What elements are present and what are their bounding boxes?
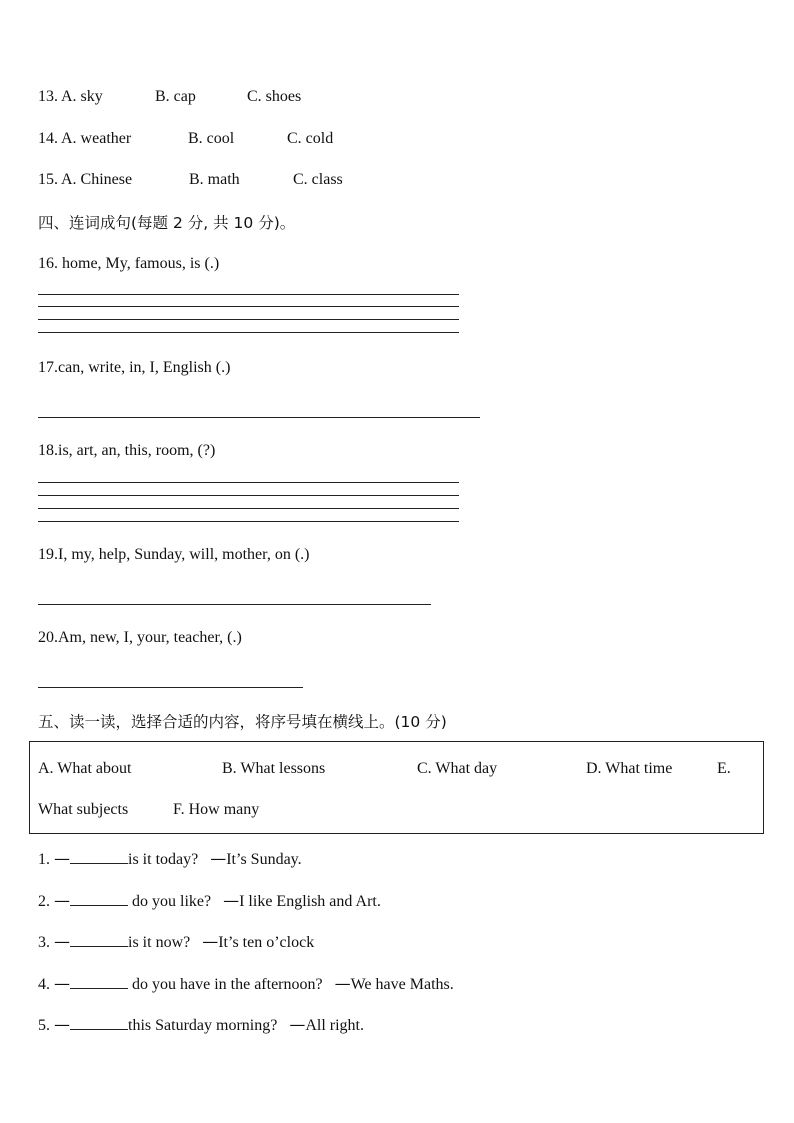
dialogue-answer: It’s Sunday.: [226, 851, 302, 868]
answer-line: [38, 319, 459, 320]
dash: —: [54, 932, 70, 951]
question-18: 18.is, art, an, this, room, (?): [38, 442, 216, 459]
option-a: A. weather: [61, 130, 132, 147]
answer-blank[interactable]: [70, 1015, 128, 1030]
option-b: B. math: [189, 171, 240, 188]
dash: —: [289, 1015, 306, 1034]
option-a: A. Chinese: [61, 171, 133, 188]
dialogue-question: this Saturday morning?: [128, 1017, 278, 1034]
question-number: 14.: [38, 130, 58, 147]
dash: —: [202, 932, 219, 951]
dash: —: [54, 974, 70, 993]
dialogue-question: is it today?: [128, 851, 199, 868]
section-4-title: 四、连词成句(每题 2 分, 共 10 分)。: [38, 214, 296, 232]
option-c: C. shoes: [247, 88, 302, 105]
question-number: 15.: [38, 171, 58, 188]
answer-line-19[interactable]: [38, 604, 431, 605]
dialogue-number: 5.: [38, 1017, 50, 1034]
options-box: [29, 741, 764, 834]
dash: —: [54, 891, 70, 910]
answer-line: [38, 482, 459, 483]
answer-line: [38, 521, 459, 522]
option-b: B. What lessons: [222, 760, 326, 777]
dialogue-2: [38, 891, 381, 911]
question-20: 20.Am, new, I, your, teacher, (.): [38, 629, 242, 646]
option-c: C. cold: [287, 130, 334, 147]
dialogue-number: 3.: [38, 934, 50, 951]
option-e-letter: E.: [717, 760, 731, 777]
answer-line: [38, 332, 459, 333]
dialogue-answer: I like English and Art.: [239, 893, 381, 910]
option-d: D. What time: [586, 760, 673, 777]
dash: —: [223, 891, 240, 910]
answer-line: [38, 294, 459, 295]
answer-blank[interactable]: [70, 891, 128, 906]
answer-blank[interactable]: [70, 932, 128, 947]
option-b: B. cap: [155, 88, 196, 105]
dialogue-4: [38, 974, 454, 994]
dialogue-3: [38, 932, 314, 952]
answer-line-17[interactable]: [38, 417, 480, 418]
dialogue-question: do you like?: [128, 893, 212, 910]
answer-line: [38, 508, 459, 509]
dialogue-5: [38, 1015, 364, 1035]
answer-blank[interactable]: [70, 974, 128, 989]
option-f: F. How many: [173, 801, 260, 818]
dash: —: [210, 849, 227, 868]
answer-line-20[interactable]: [38, 687, 303, 688]
dialogue-number: 2.: [38, 893, 50, 910]
dialogue-1: [38, 849, 302, 869]
question-19: 19.I, my, help, Sunday, will, mother, on (.): [38, 546, 310, 563]
question-16: 16. home, My, famous, is (.): [38, 255, 220, 272]
question-number: 13.: [38, 88, 58, 105]
option-c: C. class: [293, 171, 343, 188]
dialogue-question: do you have in the afternoon?: [128, 976, 323, 993]
dash: —: [334, 974, 351, 993]
dash: —: [54, 849, 70, 868]
answer-blank[interactable]: [70, 849, 128, 864]
answer-line: [38, 306, 459, 307]
dialogue-answer: All right.: [305, 1017, 364, 1034]
option-a: A. What about: [38, 760, 132, 777]
option-a: A. sky: [61, 88, 103, 105]
dialogue-question: is it now?: [128, 934, 191, 951]
section-5-title: 五、读一读，选择合适的内容，将序号填在横线上。(10 分): [38, 713, 447, 731]
dialogue-answer: It’s ten o’clock: [218, 934, 315, 951]
dash: —: [54, 1015, 70, 1034]
dialogue-answer: We have Maths.: [350, 976, 454, 993]
option-c: C. What day: [417, 760, 498, 777]
option-e-text: What subjects: [38, 801, 129, 818]
option-b: B. cool: [188, 130, 235, 147]
dialogue-number: 1.: [38, 851, 50, 868]
answer-line: [38, 495, 459, 496]
question-17: 17.can, write, in, I, English (.): [38, 359, 231, 376]
dialogue-number: 4.: [38, 976, 50, 993]
